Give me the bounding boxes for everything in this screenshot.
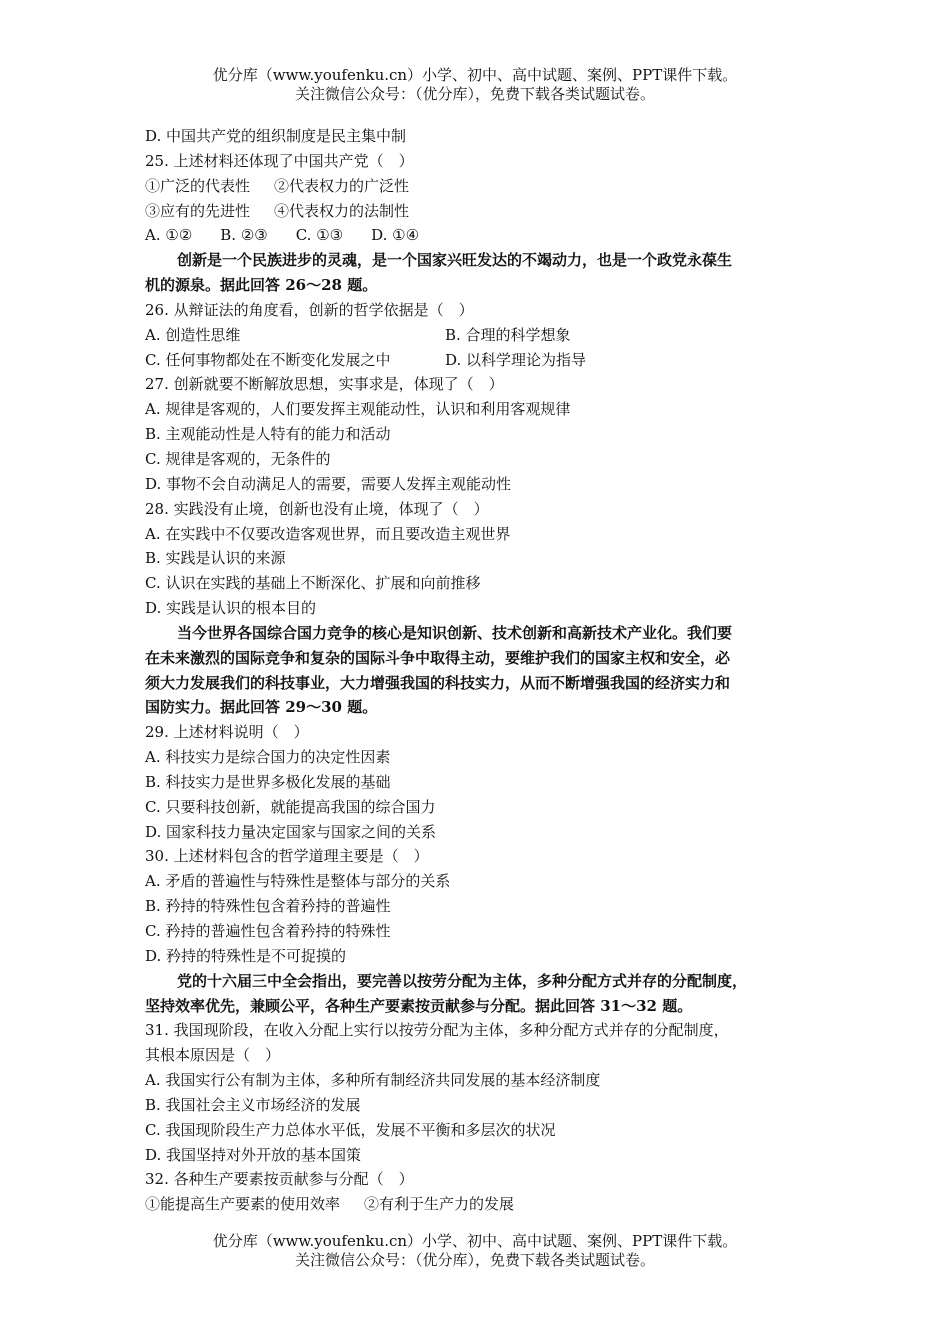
q29-option-d: D. 国家科技力量决定国家与国家之间的关系 xyxy=(145,822,437,841)
q27-option-a: A. 规律是客观的，人们要发挥主观能动性，认识和利用客观规律 xyxy=(145,400,571,419)
q31-option-c: C. 我国现阶段生产力总体水平低，发展不平衡和多层次的状况 xyxy=(145,1120,556,1139)
q31-stem-line-1: 31. 我国现阶段，在收入分配上实行以按劳分配为主体，多种分配方式并存的分配制度， xyxy=(145,1021,729,1040)
q30-stem: 30. 上述材料包含的哲学道理主要是（ ） xyxy=(145,847,429,866)
q31-option-d: D. 我国坚持对外开放的基本国策 xyxy=(145,1145,362,1164)
q25-option-d: D. ①④ xyxy=(371,226,420,245)
q31-option-b: B. 我国社会主义市场经济的发展 xyxy=(145,1095,361,1114)
q30-option-a: A. 矛盾的普遍性与特殊性是整体与部分的关系 xyxy=(145,872,451,891)
document-body xyxy=(145,124,815,1217)
q25-statement-3: ③应有的先进性 xyxy=(145,201,251,220)
q32-stem: 32. 各种生产要素按贡献参与分配（ ） xyxy=(145,1170,414,1189)
q28-stem: 28. 实践没有止境，创新也没有止境，体现了（ ） xyxy=(145,499,489,518)
material-1-line-2: 机的源泉。据此回答 26～28 题。 xyxy=(145,276,378,295)
q25-option-a: A. ①② xyxy=(145,226,193,245)
q26-option-c: C. 任何事物都处在不断变化发展之中 xyxy=(145,350,391,369)
q25-statement-2: ②代表权力的广泛性 xyxy=(274,176,410,195)
q25-statement-4: ④代表权力的法制性 xyxy=(274,201,410,220)
q25-option-c: C. ①③ xyxy=(295,226,344,245)
q32-statements xyxy=(145,1192,815,1217)
q25-options xyxy=(145,223,815,248)
q25-option-b: B. ②③ xyxy=(220,226,268,245)
q32-statement-1: ①能提高生产要素的使用效率 xyxy=(145,1195,341,1214)
material-3-line-2: 坚持效率优先，兼顾公平，各种生产要素按贡献参与分配。据此回答 31～32 题。 xyxy=(145,996,693,1015)
material-2-line-1: 当今世界各国综合国力竞争的核心是知识创新、技术创新和高新技术产业化。我们要 xyxy=(177,623,733,642)
page-header xyxy=(0,66,950,104)
q30-option-c: C. 矜持的普遍性包含着矜持的特殊性 xyxy=(145,922,391,940)
q27-option-d: D. 事物不会自动满足人的需要，需要人发挥主观能动性 xyxy=(145,474,512,493)
material-1-line-1: 创新是一个民族进步的灵魂，是一个国家兴旺发达的不竭动力，也是一个政党永葆生 xyxy=(177,251,733,270)
material-2-line-4: 国防实力。据此回答 29～30 题。 xyxy=(145,698,378,717)
q26-stem: 26. 从辩证法的角度看，创新的哲学依据是（ ） xyxy=(145,300,474,319)
q29-stem: 29. 上述材料说明（ ） xyxy=(145,723,309,742)
q30-option-b: B. 矜持的特殊性包含着矜持的普遍性 xyxy=(145,897,391,916)
q27-option-b: B. 主观能动性是人特有的能力和活动 xyxy=(145,425,391,444)
q28-option-c: C. 认识在实践的基础上不断深化、扩展和向前推移 xyxy=(145,574,481,593)
q26-option-d: D. 以科学理论为指导 xyxy=(445,350,587,369)
q32-statement-2: ②有利于生产力的发展 xyxy=(364,1195,515,1214)
q24-option-d: D. 中国共产党的组织制度是民主集中制 xyxy=(145,127,407,145)
header-line-2: 关注微信公众号：（优分库），免费下载各类试题试卷。 xyxy=(294,85,655,103)
q26-option-a: A. 创造性思维 xyxy=(145,325,241,344)
q25-statement-1: ①广泛的代表性 xyxy=(145,176,251,195)
material-2-line-2: 在未来激烈的国际竞争和复杂的国际斗争中取得主动，要维护我们的国家主权和安全，必 xyxy=(145,648,731,667)
q29-option-a: A. 科技实力是综合国力的决定性因素 xyxy=(145,748,391,767)
header-line-1: 优分库（www.youfenku.cn）小学、初中、高中试题、案例、PPT课件下载。 xyxy=(212,66,738,84)
q28-option-b: B. 实践是认识的来源 xyxy=(145,549,286,568)
material-2-line-3: 须大力发展我们的科技事业，大力增强我国的科技实力，从而不断增强我国的经济实力和 xyxy=(145,673,731,692)
q26-option-b: B. 合理的科学想象 xyxy=(445,325,571,344)
footer-line-1: 优分库（www.youfenku.cn）小学、初中、高中试题、案例、PPT课件下载。 xyxy=(212,1232,738,1250)
q31-option-a: A. 我国实行公有制为主体，多种所有制经济共同发展的基本经济制度 xyxy=(145,1071,601,1090)
footer-line-2: 关注微信公众号：（优分库），免费下载各类试题试卷。 xyxy=(294,1251,655,1269)
q27-option-c: C. 规律是客观的，无条件的 xyxy=(145,449,331,468)
q31-stem-line-2: 其根本原因是（ ） xyxy=(145,1046,281,1065)
q28-option-d: D. 实践是认识的根本目的 xyxy=(145,599,317,618)
page-footer xyxy=(0,1232,950,1270)
q27-stem: 27. 创新就要不断解放思想，实事求是，体现了（ ） xyxy=(145,375,504,394)
material-3-line-1: 党的十六届三中全会指出，要完善以按劳分配为主体，多种分配方式并存的分配制度， xyxy=(177,971,748,990)
q25-statements-1 xyxy=(145,174,815,199)
q29-option-b: B. 科技实力是世界多极化发展的基础 xyxy=(145,772,391,791)
q25-stem: 25. 上述材料还体现了中国共产党（ ） xyxy=(145,151,414,170)
q30-option-d: D. 矜持的特殊性是不可捉摸的 xyxy=(145,946,347,965)
q26-options-row-2 xyxy=(145,348,815,373)
q26-options-row-1 xyxy=(145,323,815,348)
q28-option-a: A. 在实践中不仅要改造客观世界，而且要改造主观世界 xyxy=(145,524,511,543)
q29-option-c: C. 只要科技创新，就能提高我国的综合国力 xyxy=(145,797,436,816)
q25-statements-2 xyxy=(145,199,815,224)
